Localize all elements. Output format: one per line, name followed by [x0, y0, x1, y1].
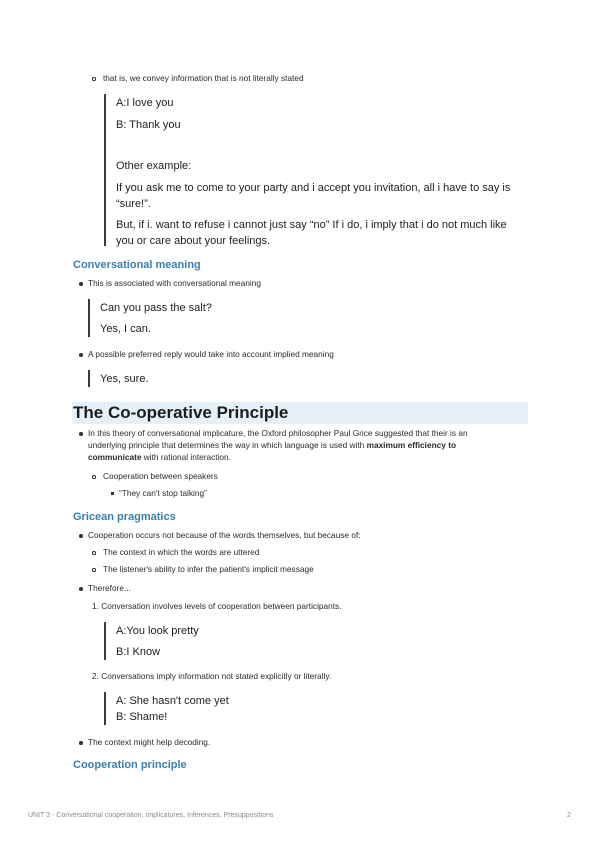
numbered-item: 1. Conversation involves levels of cooperation between participants.: [92, 601, 342, 611]
quote-bar: [104, 692, 106, 725]
quote-line: A: She hasn't come yet: [116, 695, 229, 707]
disc-bullet-icon: [79, 534, 83, 538]
quote-bar: [88, 370, 90, 387]
bullet-text-part: underlying principle that determines the way in which language is used with: [88, 440, 365, 450]
disc-bullet-icon: [79, 282, 83, 286]
top-bullet-text: that is, we convey information that is not literally stated: [103, 73, 304, 83]
disc-bullet-icon: [79, 353, 83, 357]
disc-bullet-icon: [79, 587, 83, 591]
section-heading: Gricean pragmatics: [73, 511, 176, 523]
bullet-text: Therefore...: [88, 583, 131, 593]
quote-line: Yes, sure.: [100, 373, 149, 385]
circle-bullet-icon: [92, 77, 96, 81]
circle-bullet-icon: [92, 568, 96, 572]
square-bullet-icon: [111, 492, 114, 495]
sub-bullet-text: The listener's ability to infer the patient's implicit message: [103, 564, 314, 574]
bullet-text: The context might help decoding.: [88, 737, 211, 747]
section-title: The Co-operative Principle: [73, 403, 289, 422]
quote-line: Can you pass the salt?: [100, 302, 212, 314]
quote-bar: [104, 94, 106, 246]
sub-bullet-text: The context in which the words are uttered: [103, 547, 260, 557]
section-heading: Cooperation principle: [73, 759, 187, 771]
quote-line: A:I love you: [116, 97, 174, 109]
bullet-text: [88, 440, 456, 451]
subsub-bullet-text: “They can't stop talking”: [119, 488, 207, 498]
quote-line: B:I Know: [116, 646, 161, 658]
bold-text: maximum efficiency to: [366, 440, 457, 450]
quote-line: But, if i. want to refuse i cannot just say “no” If i do, i imply that i do not much like: [116, 219, 507, 231]
page-number: 2: [567, 812, 571, 819]
quote-bar: [88, 299, 90, 337]
disc-bullet-icon: [79, 432, 83, 436]
quote-line: B: Thank you: [116, 119, 181, 131]
bullet-text: Cooperation occurs not because of the words themselves, but because of:: [88, 530, 361, 540]
quote-line: Yes, I can.: [100, 323, 151, 335]
quote-line: Other example:: [116, 160, 192, 172]
quote-line: “sure!”.: [116, 198, 151, 210]
numbered-item: 2. Conversations imply information not stated explicitly or literally.: [92, 671, 332, 681]
circle-bullet-icon: [92, 475, 96, 479]
footer-title: UNIT 3 - Conversational cooperation, Implicatures, Inferences, Presuppositions: [28, 812, 274, 819]
bullet-text: [88, 452, 231, 463]
bullet-text-part: with rational interaction.: [143, 452, 231, 462]
quote-bar: [104, 622, 106, 660]
bullet-text: In this theory of conversational implicature, the Oxford philosopher Paul Grice suggested that their is an: [88, 428, 468, 438]
bullet-text: A possible preferred reply would take into account implied meaning: [88, 349, 334, 359]
bold-text: communicate: [88, 452, 142, 462]
quote-line: A:You look pretty: [116, 625, 199, 637]
bullet-text: This is associated with conversational meaning: [88, 278, 261, 288]
quote-line: If you ask me to come to your party and i accept you invitation, all i have to say is: [116, 182, 511, 194]
quote-line: B: Shame!: [116, 711, 168, 723]
section-heading: Conversational meaning: [73, 259, 201, 271]
quote-line: you or care about your feelings.: [116, 235, 271, 247]
disc-bullet-icon: [79, 741, 83, 745]
sub-bullet-text: Cooperation between speakers: [103, 471, 218, 481]
circle-bullet-icon: [92, 551, 96, 555]
